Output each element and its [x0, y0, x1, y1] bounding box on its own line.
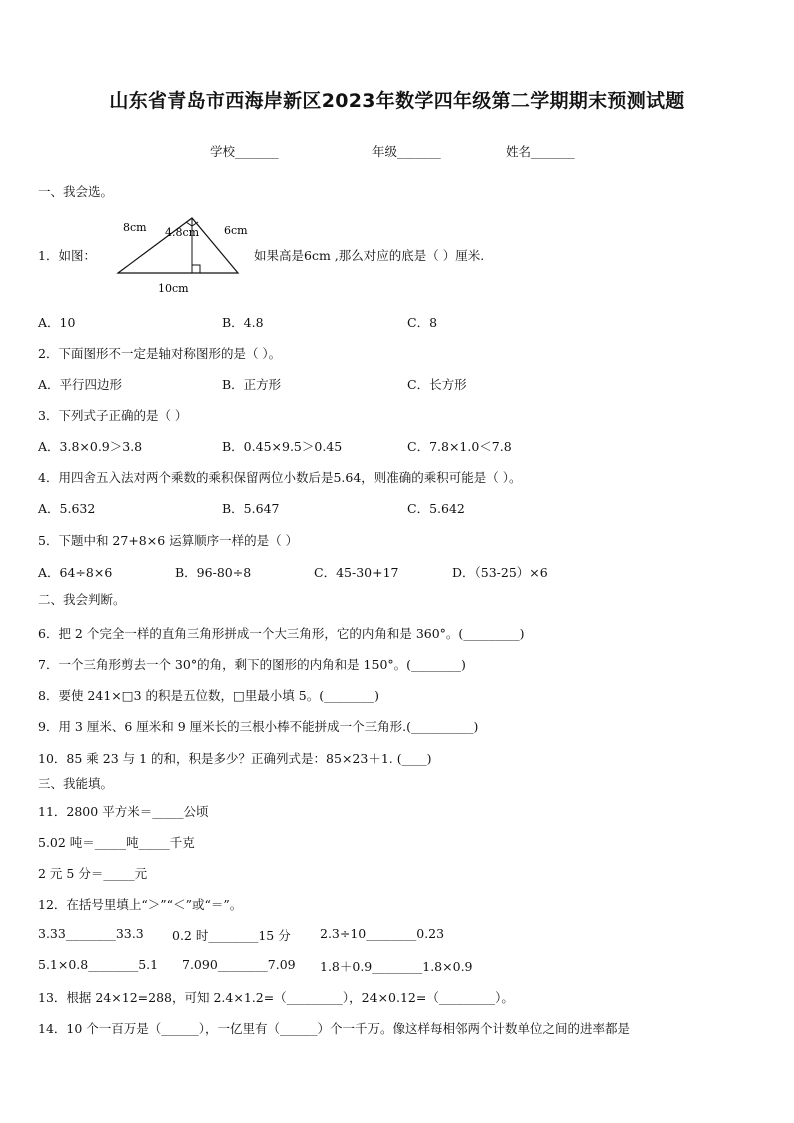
q1-option-b: B．4.8: [222, 315, 264, 330]
question-1-text: 如果高是6cm ,那么对应的底是（ ）厘米.: [254, 248, 485, 263]
question-12: 12．在括号里填上“＞”“＜”或“＝”。: [38, 897, 243, 912]
q2-option-b: B．正方形: [222, 377, 282, 392]
right-angle-mark: [192, 265, 200, 273]
section-1-heading: 一、我会选。: [38, 184, 114, 199]
label-base: 10cm: [158, 282, 189, 295]
question-4: 4．用四舍五入法对两个乘数的乘积保留两位小数后是5.64，则准确的乘积可能是（ ）。: [38, 470, 522, 485]
q5-option-a: A．64÷8×6: [38, 565, 113, 580]
name-field: 姓名_______: [506, 144, 575, 159]
question-5: 5．下题中和 27+8×6 运算顺序一样的是（ ）: [38, 533, 299, 548]
question-2: 2．下面图形不一定是轴对称图形的是（ ）。: [38, 346, 282, 361]
question-11-part-b: 5.02 吨＝_____吨_____千克: [38, 835, 195, 850]
q12-item: 1.8＋0.9________1.8×0.9: [320, 959, 473, 974]
q2-option-c: C．长方形: [407, 377, 467, 392]
question-11-part-a: 11．2800 平方米＝_____公顷: [38, 804, 209, 819]
question-7: 7．一个三角形剪去一个 30°的角，剩下的图形的内角和是 150°。(________): [38, 657, 466, 672]
q3-option-b: B．0.45×9.5＞0.45: [222, 439, 343, 454]
label-height: 4.8cm: [165, 226, 200, 239]
q4-option-a: A．5.632: [38, 501, 96, 516]
q3-option-c: C．7.8×1.0＜7.8: [407, 439, 512, 454]
question-11-part-c: 2 元 5 分＝_____元: [38, 866, 148, 881]
triangle-figure: [110, 212, 250, 298]
label-left-side: 8cm: [123, 221, 147, 234]
q12-item: 2.3÷10________0.23: [320, 926, 445, 941]
q3-option-a: A．3.8×0.9＞3.8: [38, 439, 143, 454]
question-6: 6．把 2 个完全一样的直角三角形拼成一个大三角形，它的内角和是 360°。(_________): [38, 626, 525, 641]
page-title: 山东省青岛市西海岸新区2023年数学四年级第二学期期末预测试题: [109, 90, 685, 112]
question-9: 9．用 3 厘米、6 厘米和 9 厘米长的三根小棒不能拼成一个三角形.(__________): [38, 719, 479, 734]
grade-field: 年级_______: [372, 144, 441, 159]
q12-item: 3.33________33.3: [38, 926, 144, 941]
q5-option-d: D．（53-25）×6: [452, 565, 548, 580]
question-3: 3．下列式子正确的是（ ）: [38, 408, 188, 423]
q5-option-b: B．96-80÷8: [175, 565, 252, 580]
q4-option-b: B．5.647: [222, 501, 280, 516]
question-14: 14．10 个一百万是（______），一亿里有（______）个一千万。像这样每相邻两个计数单位之间的进率都是: [38, 1021, 631, 1036]
q12-item: 7.090________7.09: [182, 957, 296, 972]
school-field: 学校_______: [210, 144, 279, 159]
section-2-heading: 二、我会判断。: [38, 592, 126, 607]
section-3-heading: 三、我能填。: [38, 776, 114, 791]
question-13: 13．根据 24×12=288，可知 2.4×1.2=（_________），24×0.12=（_________）。: [38, 990, 514, 1005]
q1-option-c: C．8: [407, 315, 438, 330]
label-right-side: 6cm: [224, 224, 248, 237]
q2-option-a: A．平行四边形: [38, 377, 123, 392]
question-8: 8．要使 241×□3 的积是五位数，□里最小填 5。(________): [38, 688, 379, 703]
question-1-prefix: 1．如图：: [38, 248, 96, 263]
q12-item: 0.2 时________15 分: [172, 928, 291, 943]
q5-option-c: C．45-30+17: [314, 565, 399, 580]
q4-option-c: C．5.642: [407, 501, 465, 516]
question-10: 10．85 乘 23 与 1 的和，积是多少？正确列式是：85×23＋1. (____): [38, 751, 432, 766]
q1-option-a: A．10: [38, 315, 76, 330]
q12-item: 5.1×0.8________5.1: [38, 957, 159, 972]
